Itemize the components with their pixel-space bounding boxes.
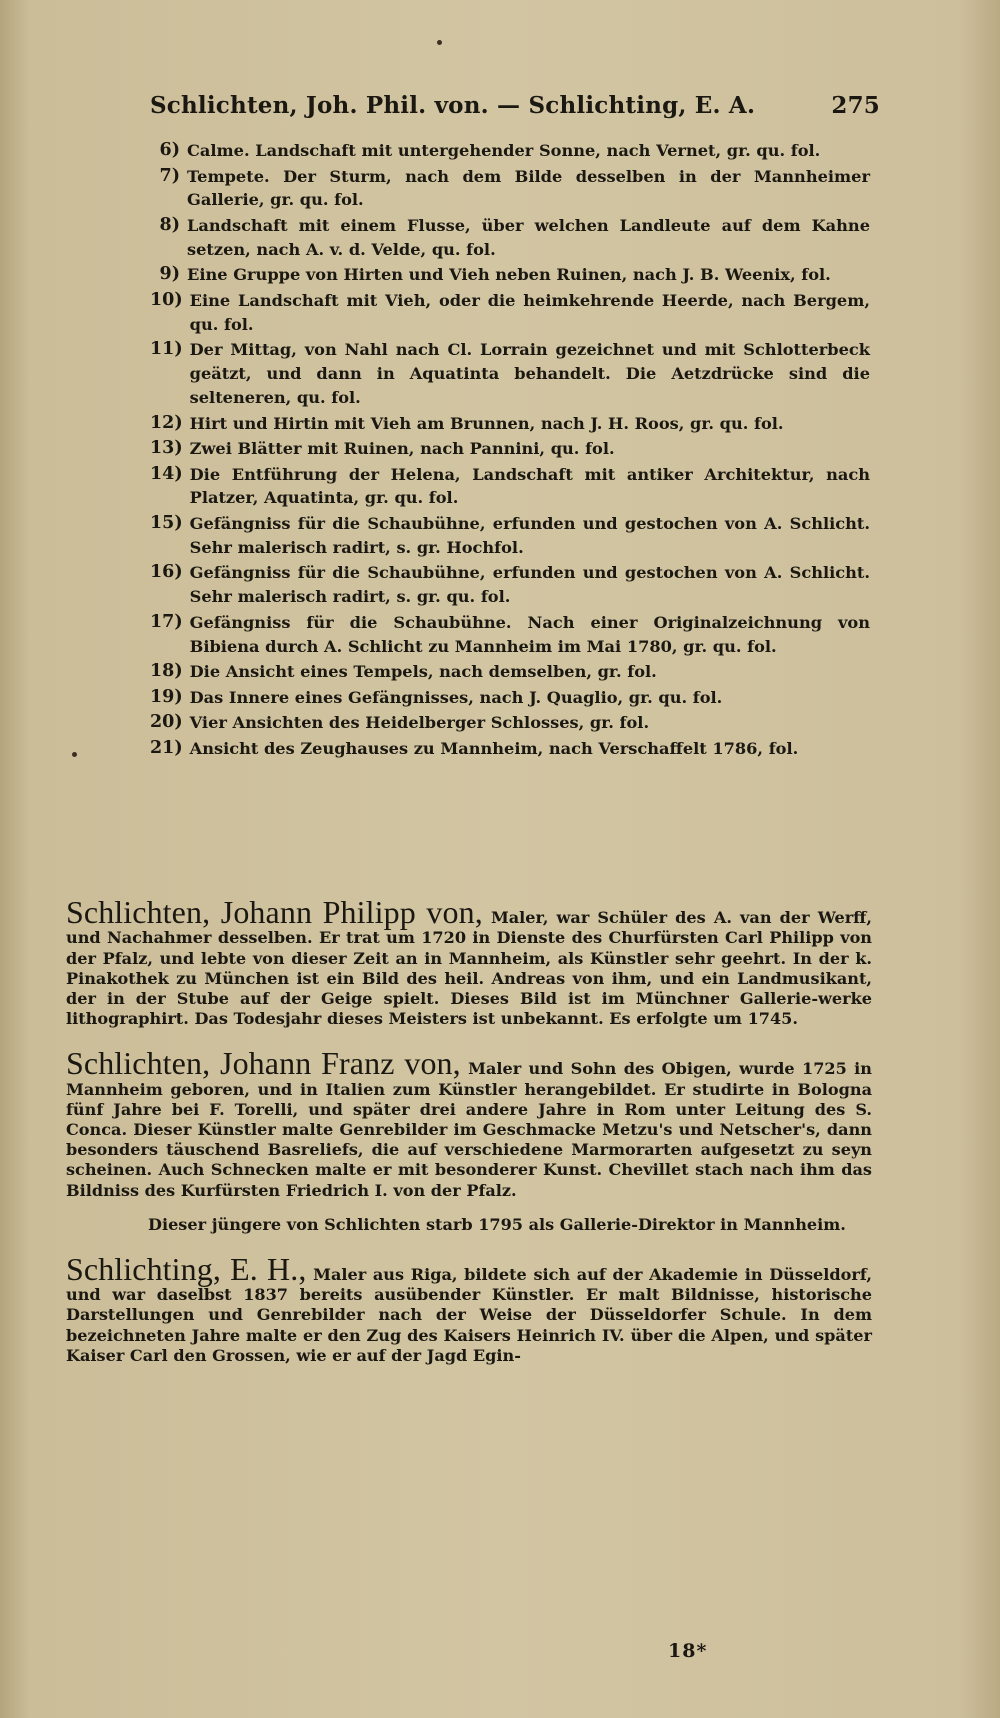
list-item <box>150 214 870 262</box>
entry-number: 11) <box>150 339 183 360</box>
artist-name: Schlichten, Johann Philipp von, <box>66 894 483 931</box>
entry-text: Gefängniss für die Schaubühne, erfunden und gestochen von A. Schlicht. Sehr malerisch radirt, s. gr. Hochfol. <box>189 513 870 557</box>
list-item <box>150 289 870 337</box>
entry-text: Landschaft mit einem Flusse, über welchen Landleute auf dem Kahne setzen, nach A. v. d. Velde, qu. fol. <box>187 215 870 259</box>
entry-number: 19) <box>150 686 183 707</box>
entry-text: Eine Gruppe von Hirten und Vieh neben Ruinen, nach J. B. Weenix, fol. <box>187 265 831 285</box>
biography-text: Maler und Sohn des Obigen, wurde 1725 in Mannheim geboren, und in Italien zum Künstler herangebildet. Er studirte in Bologna fünf Jahre bei F. Torelli, und später drei andere Jahre in Rom unter Leitung des S. Conca. Dieser Künstler malte Genrebilder im Geschmacke Metzu's und Netscher's, dann besonders täuschend Basreliefs, die auf verschiedene Marmorarten aufgesetzt zu seyn scheinen. Auch Schnecken malte er mit besonderer Kunst. Chevillet stach nach ihm das Bildniss des Kurfürsten Friedrich I. von der Pfalz. <box>66 1059 872 1200</box>
artist-name: Schlichting, E. H., <box>66 1250 307 1287</box>
ink-speck-mark <box>437 40 442 45</box>
biography-paragraph <box>66 894 872 1029</box>
entry-number: 7) <box>159 165 180 186</box>
list-item <box>150 711 870 735</box>
running-header <box>150 92 880 119</box>
entry-number: 20) <box>150 712 183 733</box>
entry-number: 9) <box>159 264 180 285</box>
list-item <box>150 338 870 410</box>
list-item <box>150 412 870 436</box>
list-item <box>150 686 870 710</box>
list-item <box>150 611 870 659</box>
entry-number: 17) <box>150 611 183 632</box>
biography-text: Maler aus Riga, bildete sich auf der Akademie in Düsseldorf, und war daselbst 1837 bereits ausübender Künstler. Er malt Bildnisse, historische Darstellungen und Genrebilder nach der Weise der Düsseldorfer Schule. In dem bezeichneten Jahre malte er den Zug des Kaisers Heinrich IV. über die Alpen, und später Kaiser Carl den Grossen, wie er auf der Jagd Egin- <box>66 1264 872 1365</box>
entry-number: 18) <box>150 661 183 682</box>
list-item <box>150 139 870 163</box>
entry-text: Die Entführung der Helena, Landschaft mit antiker Architektur, nach Platzer, Aquatinta, gr. qu. fol. <box>189 464 870 508</box>
entry-number: 15) <box>150 512 183 533</box>
entry-text: Zwei Blätter mit Ruinen, nach Pannini, qu. fol. <box>189 439 615 459</box>
numbered-entry-list <box>150 139 870 762</box>
list-item <box>150 512 870 560</box>
entry-number: 6) <box>159 140 180 160</box>
ink-speck-mark <box>72 752 77 757</box>
entry-text: Eine Landschaft mit Vieh, oder die heimkehrende Heerde, nach Bergem, qu. fol. <box>189 290 870 334</box>
entry-text: Das Innere eines Gefängnisses, nach J. Quaglio, gr. qu. fol. <box>189 687 723 707</box>
entry-number: 10) <box>150 289 183 310</box>
biography-paragraph <box>66 1250 872 1366</box>
entry-text: Gefängniss für die Schaubühne. Nach einer Originalzeichnung von Bibiena durch A. Schlicht zu Mannheim im Mai 1780, gr. qu. fol. <box>189 612 870 656</box>
entry-text: Gefängniss für die Schaubühne, erfunden und gestochen von A. Schlicht. Sehr malerisch radirt, s. gr. qu. fol. <box>189 563 870 607</box>
list-item <box>150 437 870 461</box>
biography-text: Maler, war Schüler des A. van der Werff, und Nachahmer desselben. Er trat um 1720 in Dienste des Churfürsten Carl Philipp von der Pfalz, und lebte von dieser Zeit an in Mannheim, als Künstler sehr geehrt. In der k. Pinakothek zu München ist ein Bild des heil. Andreas von ihm, und ein Landmusikant, der in der Stube auf der Geige spielt. Dieses Bild ist im Münchner Gallerie-werke lithographirt. Das Todesjahr dieses Meisters ist unbekannt. Es erfolgte um 1745. <box>66 908 872 1029</box>
note-paragraph: Dieser jüngere von Schlichten starb 1795 als Gallerie-Direktor in Mannheim. <box>148 1214 846 1234</box>
artist-name: Schlichten, Johann Franz von, <box>66 1045 461 1082</box>
entry-number: 12) <box>150 412 183 433</box>
entry-number: 13) <box>150 438 183 459</box>
entry-text: Tempete. Der Sturm, nach dem Bilde desselben in der Mannheimer Gallerie, gr. qu. fol. <box>187 166 870 210</box>
biography-paragraph <box>66 1045 872 1200</box>
header-title: Schlichten, Joh. Phil. von. — Schlichting, E. A. <box>150 92 756 119</box>
signature-mark: 18* <box>668 1640 708 1662</box>
entry-text: Der Mittag, von Nahl nach Cl. Lorrain gezeichnet und mit Schlotterbeck geätzt, und dann in Aquatinta behandelt. Die Aetzdrücke sind die selteneren, qu. fol. <box>189 340 870 408</box>
entry-number: 21) <box>150 737 183 758</box>
biography-section <box>66 886 872 1390</box>
list-item <box>150 660 870 684</box>
entry-text: Hirt und Hirtin mit Vieh am Brunnen, nach J. H. Roos, gr. qu. fol. <box>189 413 784 433</box>
list-item <box>150 263 870 287</box>
entry-number: 16) <box>150 562 183 583</box>
entry-text: Die Ansicht eines Tempels, nach demselben, gr. fol. <box>189 662 657 682</box>
entry-number: 8) <box>159 214 180 235</box>
list-item <box>150 463 870 511</box>
entry-text: Calme. Landschaft mit untergehender Sonne, nach Vernet, gr. qu. fol. <box>187 141 821 160</box>
entry-number: 14) <box>150 463 183 484</box>
list-item <box>150 737 870 761</box>
list-item <box>150 165 870 213</box>
list-item <box>150 561 870 609</box>
entry-text: Ansicht des Zeughauses zu Mannheim, nach Verschaffelt 1786, fol. <box>189 738 799 758</box>
entry-text: Vier Ansichten des Heidelberger Schlosses, gr. fol. <box>189 713 650 733</box>
page-number: 275 <box>831 92 880 119</box>
